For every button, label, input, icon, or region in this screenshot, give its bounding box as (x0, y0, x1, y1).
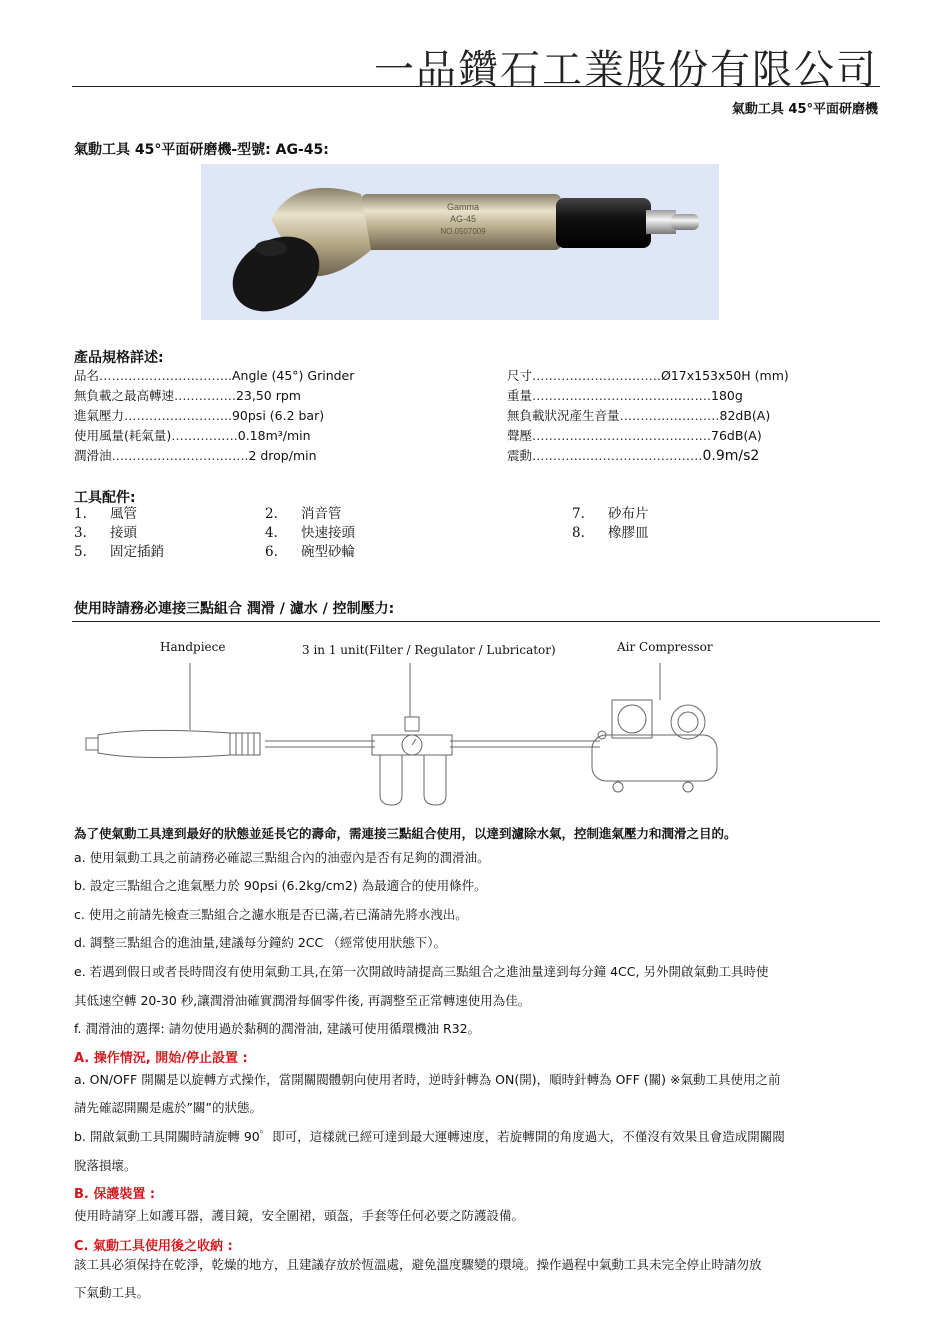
spec-row: 震動…………..………………………0.9m/s2 (507, 448, 760, 464)
spec-row: 使用風量(耗氣量)…………….0.18m³/min (74, 428, 311, 443)
accessory-item: 7. 砂布片 (572, 506, 649, 522)
spec-row: 尺寸………………………….Ø17x153x50H (mm) (507, 368, 789, 383)
spec-row: 無負載之最高轉速…..……….23,50 rpm (74, 388, 301, 403)
spec-row: 進氣壓力……………………..90psi (6.2 bar) (74, 408, 325, 423)
document-subtitle: 氣動工具 45°平面研磨機 (731, 102, 878, 117)
specs-left-column (74, 366, 354, 466)
connection-title: 使用時請務必連接三點組合 潤滑 / 濾水 / 控制壓力: (74, 601, 395, 617)
section-a-line: a. ON/OFF 開關是以旋轉方式操作，當開關閥體朝向使用者時，逆時針轉為 ON(開)，順時針轉為 OFF (關) ※氣動工具使用之前 (74, 1072, 781, 1087)
instruction-line: f. 潤滑油的選擇: 請勿使用過於黏稠的潤滑油, 建議可使用循環機油 R32。 (74, 1021, 481, 1036)
accessory-item: 3. 接頭 (74, 525, 137, 541)
connection-diagram (80, 655, 740, 815)
accessory-item: 1. 風管 (74, 506, 137, 522)
instruction-line: b. 設定三點組合之進氣壓力於 90psi (6.2kg/cm2) 為最適合的使用條件。 (74, 878, 487, 893)
specs-right-column (507, 366, 789, 466)
section-c-line: 該工具必須保持在乾淨，乾燥的地方，且建議存放於恆溫處，避免溫度驟變的環境。操作過程中氣動工具未完全停止時請勿放 (74, 1257, 762, 1272)
specs-title: 產品規格詳述: (74, 350, 164, 366)
photo-model: AG-45 (449, 214, 477, 224)
instruction-line: d. 調整三點組合的進油量,建議每分鐘約 2CC （經常使用狀態下）。 (74, 935, 446, 950)
handpiece-label: Handpiece (160, 640, 226, 654)
unit-label: 3 in 1 unit(Filter / Regulator / Lubricator) (302, 643, 556, 657)
instruction-line: c. 使用之前請先檢查三點組合之濾水瓶是否已滿,若已滿請先將水洩出。 (74, 907, 468, 922)
section-rule (72, 621, 880, 622)
section-c-title: C. 氣動工具使用後之收納 : (74, 1239, 233, 1254)
section-a-line: b. 開啟氣動工具開關時請旋轉 90゜即可，這樣就已經可達到最大運轉速度，若旋轉開的角度過大，不僅沒有效果且會造成開關閥 (74, 1129, 785, 1144)
instructions-lead: 為了使氣動工具達到最好的狀態並延長它的壽命，需連接三點組合使用，以達到濾除水氣，控制進氣壓力和潤滑之目的。 (74, 826, 737, 841)
instruction-line: 其低速空轉 20-30 秒,讓潤滑油確實潤滑每個零件後, 再調整至正常轉速使用為佳。 (74, 993, 531, 1008)
accessory-item: 5. 固定插銷 (74, 544, 164, 560)
photo-brand: Gamma (446, 202, 480, 212)
accessory-item: 2. 消音管 (265, 506, 342, 522)
spec-row: 聲壓…………………………………….76dB(A) (507, 428, 762, 443)
model-heading: 氣動工具 45°平面研磨機-型號: AG-45: (74, 142, 329, 158)
section-c-line: 下氣動工具。 (74, 1285, 150, 1300)
section-b-line: 使用時請穿上如護耳器，護目鏡，安全圍裙，頭盔，手套等任何必要之防護設備。 (74, 1208, 525, 1223)
spec-row: 重量…………………………………….180g (507, 388, 743, 403)
product-photo (201, 164, 719, 320)
accessory-item: 6. 碗型砂輪 (265, 544, 355, 560)
header-rule (72, 86, 880, 87)
accessory-item: 8. 橡膠皿 (572, 525, 649, 541)
instruction-line: a. 使用氣動工具之前請務必確認三點組合內的油壺內是否有足夠的潤滑油。 (74, 850, 490, 865)
accessories-title: 工具配件: (74, 490, 136, 506)
section-a-title: A. 操作情況, 開始/停止設置 : (74, 1051, 248, 1066)
section-b-title: B. 保護裝置 : (74, 1187, 156, 1202)
section-a-line: 脫落損壞。 (74, 1158, 137, 1173)
spec-row: 品名…………………………..Angle (45°) Grinder (74, 368, 355, 383)
photo-serial: NO.0507009 (440, 227, 486, 236)
compressor-label: Air Compressor (617, 640, 713, 654)
spec-row: 無負載狀況產生音量……………………82dB(A) (507, 408, 771, 423)
grinder-illustration (201, 164, 719, 320)
company-name: 一品鑽石工業股份有限公司 (374, 47, 878, 93)
section-a-line: 請先確認開關是處於”關”的狀態。 (74, 1100, 262, 1115)
accessory-item: 4. 快速接頭 (265, 525, 355, 541)
spec-row: 潤滑油……….…………………..2 drop/min (74, 448, 317, 463)
instruction-line: e. 若遇到假日或者長時間沒有使用氣動工具,在第一次開啟時請提高三點組合之進油量達到每分鐘 4CC, 另外開啟氣動工具時使 (74, 964, 769, 979)
